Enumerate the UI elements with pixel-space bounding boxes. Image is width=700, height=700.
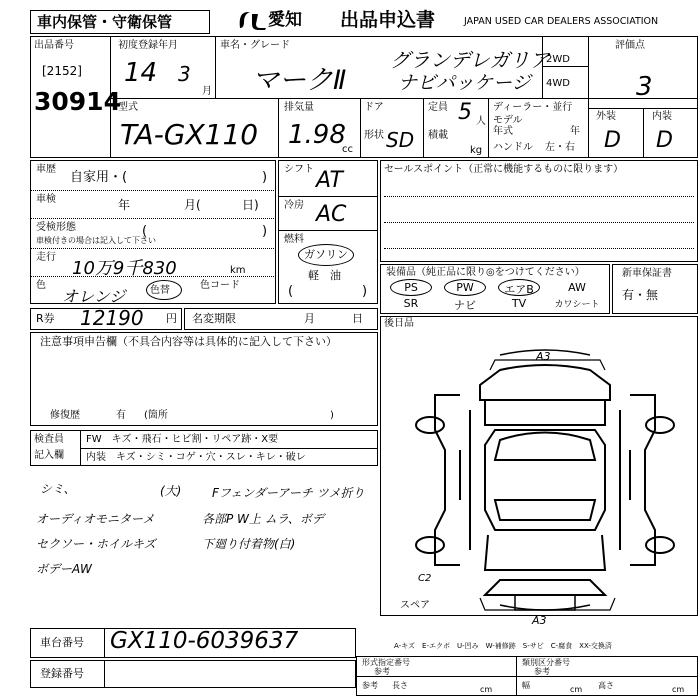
fuel-gasoline: ガソリン	[304, 248, 348, 261]
dim-ref: 参考	[362, 681, 378, 690]
inspector-row2: キズ・シミ・コゲ・穴・スレ・キレ・破レ	[116, 452, 306, 463]
comment-1: シミ、	[40, 482, 76, 496]
recycle-value: 12190	[80, 306, 144, 330]
car-name-label: 車名・グレード	[220, 40, 290, 51]
comment-3: Fフェンダーアーチ ツメ折り	[212, 486, 365, 500]
sales-point-block	[380, 160, 698, 262]
car-damage-diagram	[400, 340, 690, 620]
inspection-label: 車検	[36, 194, 56, 205]
exterior-label: 外装	[596, 111, 616, 122]
acceptance-open: (	[142, 224, 148, 239]
plate-label: 登録番号	[40, 667, 84, 680]
auth-day: 日	[352, 312, 363, 325]
diagram-spare: スペア	[400, 600, 430, 611]
color-value: オレンジ	[62, 287, 126, 306]
handle-label: ハンドル	[493, 142, 533, 153]
history-close: )	[262, 170, 268, 185]
inspector-row1: FW キズ・飛石・ヒビ割・リペア跡・X要	[86, 434, 279, 445]
acceptance-close: )	[262, 224, 268, 239]
handle-options: 左・右	[545, 142, 575, 153]
capacity-unit: 人	[476, 116, 486, 127]
class-no-label: 類別区分番号	[522, 658, 570, 667]
dim-height-label: 高さ	[598, 681, 614, 690]
dim-width-label: 幅	[522, 681, 530, 690]
aircon-value: AC	[316, 202, 347, 227]
inspector-label: 検査員	[34, 434, 64, 445]
storage-title: 車内保管・守衛保管	[37, 13, 173, 31]
exterior-grade: D	[604, 128, 621, 153]
lot-sub-number: [2152]	[42, 64, 82, 78]
registration-month-unit: 月	[202, 86, 212, 97]
repair-close: )	[330, 410, 334, 421]
inspector-row2-label: 内装	[86, 452, 106, 463]
equipment-item-1-3: エアB	[504, 283, 534, 296]
repair-place: (箇所	[144, 410, 168, 421]
form-title-en: JAPAN USED CAR DEALERS ASSOCIATION	[464, 16, 659, 27]
equipment-circle-1-3	[498, 279, 540, 296]
model-value: TA-GX110	[120, 118, 259, 151]
load-unit: kg	[470, 145, 483, 156]
equipment-item-1-4: AW	[568, 281, 586, 294]
lot-label: 出品番号	[34, 40, 74, 51]
capacity-label: 定員	[428, 102, 448, 113]
shift-label: シフト	[284, 164, 314, 175]
car-grade-line2: ナビパッケージ	[398, 72, 531, 94]
model-label: 型式	[118, 102, 138, 113]
rating-value: 3	[636, 72, 653, 102]
repair-value: 有	[116, 410, 126, 421]
org-name: 愛知	[268, 10, 302, 30]
capacity-value: 5	[458, 100, 472, 125]
mileage-unit: km	[230, 265, 246, 276]
color-code-label: 色コード	[200, 280, 240, 291]
comment-2: (大)	[160, 484, 182, 498]
diagram-a3-bottom: A3	[532, 614, 547, 627]
diagram-legend: A-キズ E-エクボ U-凹み W-補修跡 S-サビ C-腐食 XX-交換済	[394, 642, 612, 650]
inspector-label2: 記入欄	[34, 450, 64, 461]
dealer-year-unit: 年	[570, 126, 580, 137]
dim-height-unit: cm	[672, 685, 685, 694]
notes-label: 注意事項申告欄（不具合内容等は具体的に記入して下さい）	[40, 335, 337, 348]
equipment-item-2-2: ナビ	[454, 299, 476, 312]
shift-value: AT	[316, 168, 343, 193]
drive-4wd: 4WD	[546, 78, 570, 89]
registration-month: 3	[178, 62, 191, 86]
displacement-label: 排気量	[284, 102, 314, 113]
color-change: 色替	[150, 285, 170, 296]
dealer-model-label: モデル	[493, 115, 523, 126]
class-no-ref: 参考	[534, 667, 550, 676]
aircon-label: 冷房	[284, 200, 304, 211]
sales-point-label: セールスポイント（正常に機能するものに限ります）	[384, 164, 624, 175]
car-grade-line1: グランデレガリア	[390, 48, 550, 72]
equipment-item-2-3: TV	[511, 297, 527, 310]
dealer-year-label: 年式	[493, 126, 513, 137]
model-no-ref: 参考	[374, 667, 390, 676]
acceptance-note: 車検付きの場合は記入して下さい	[36, 236, 156, 245]
dim-length-unit: cm	[480, 685, 493, 694]
registration-label: 初度登録年月	[118, 40, 178, 51]
equipment-label: 装備品（純正品に限り◎をつけてください）	[386, 267, 585, 278]
form-title: 出品申込書	[340, 9, 436, 31]
warranty-label: 新車保証書	[622, 268, 672, 279]
registration-year: 14	[124, 58, 158, 88]
auth-month: 月	[304, 312, 315, 325]
inspection-day: 日)	[242, 198, 259, 212]
chassis-value: GX110-6039637	[110, 628, 299, 654]
warranty-value: 有・無	[622, 288, 659, 302]
acceptance-label: 受検形態	[36, 222, 76, 233]
dim-width-unit: cm	[570, 685, 583, 694]
displacement-unit: cc	[342, 144, 353, 155]
color-label: 色	[36, 280, 46, 291]
shape-value: SD	[386, 128, 415, 152]
shape-label: 形状	[364, 130, 384, 141]
doors-label: ドア	[364, 102, 384, 113]
fuel-label: 燃料	[284, 234, 304, 245]
auth-label: 名変期限	[192, 312, 236, 325]
inspection-month: 月(	[184, 198, 201, 212]
chassis-label: 車台番号	[40, 636, 84, 649]
equipment-circle-1-1	[390, 279, 432, 296]
equipment-circle-1-2	[444, 279, 486, 296]
equipment-item-2-1: SR	[403, 297, 419, 310]
diagram-a3-top: A3	[536, 350, 551, 363]
comment-6: セクソー・ホイルキズ	[36, 537, 156, 551]
displacement-value: 1.98	[288, 120, 346, 150]
mileage-value: 10万9千830	[72, 258, 177, 279]
dim-length-label: 長さ	[392, 681, 408, 690]
car-name: マークⅡ	[252, 65, 347, 96]
dealer-label: ディーラー・並行	[493, 102, 573, 113]
interior-label: 内装	[652, 111, 672, 122]
drive-2wd: 2WD	[546, 54, 570, 65]
comment-7: 下廻り付着物(白)	[202, 537, 296, 551]
fuel-diesel: 軽 油	[308, 269, 341, 282]
interior-grade: D	[656, 128, 673, 153]
comment-8: ボデーAW	[36, 562, 92, 576]
ju-logo	[236, 8, 268, 32]
equipment-item-1-1: PS	[404, 281, 418, 294]
storage-box	[30, 10, 210, 34]
recycle-label: R券	[36, 312, 55, 325]
model-no-label: 形式指定番号	[362, 658, 410, 667]
equipment-item-1-2: PW	[456, 281, 474, 294]
history-label: 車歴	[36, 164, 56, 175]
comment-5: 各部P W上 ムラ、ボデ	[202, 512, 324, 526]
history-value: 自家用・(	[70, 170, 128, 185]
load-label: 積載	[428, 130, 448, 141]
recycle-unit: 円	[166, 312, 177, 325]
later-docs-label: 後日品	[384, 318, 414, 329]
inspection-year: 年	[118, 198, 131, 212]
equipment-item-2-4: カワシート	[554, 300, 600, 310]
fuel-open: (	[288, 284, 294, 299]
repair-label: 修復歴	[50, 410, 80, 421]
rating-label: 評価点	[615, 40, 645, 51]
fuel-close: )	[362, 284, 368, 299]
lot-number: 30914	[34, 87, 121, 116]
mileage-label: 走行	[36, 252, 56, 263]
comment-4: オーディオモニターメ	[36, 512, 155, 526]
diagram-c2: C2	[418, 573, 432, 584]
